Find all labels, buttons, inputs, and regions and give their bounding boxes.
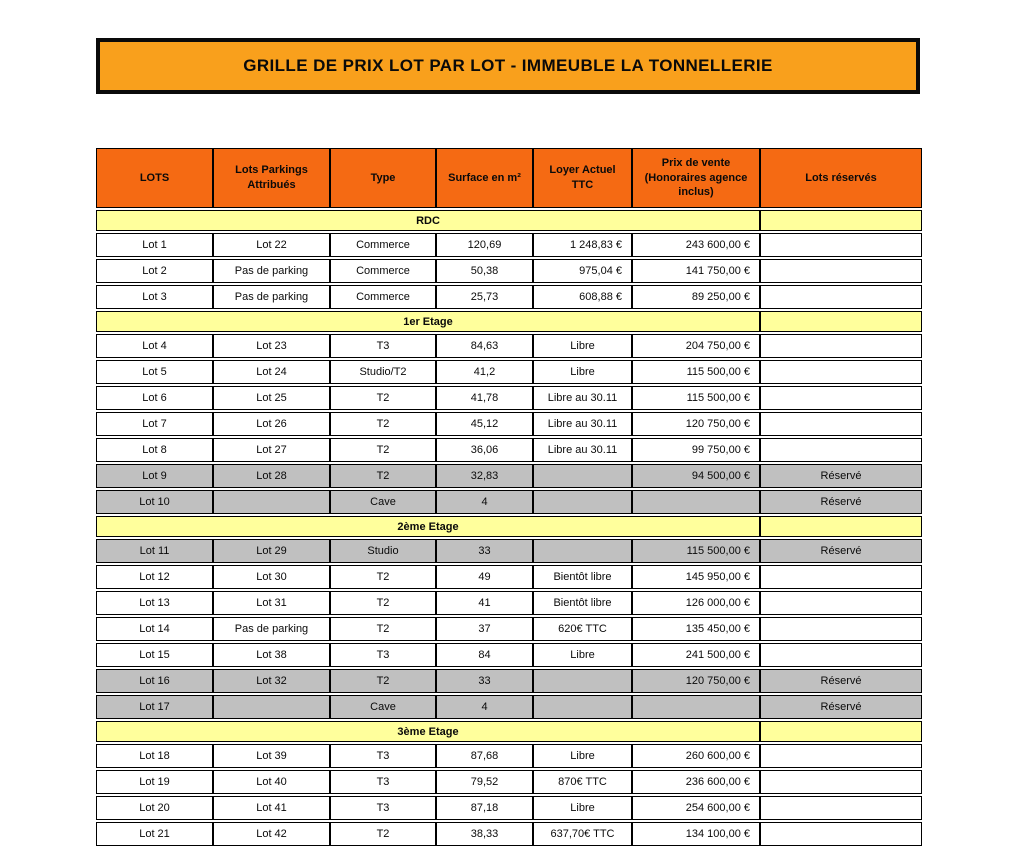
prix-cell: 134 100,00 € xyxy=(632,822,760,846)
page-title: GRILLE DE PRIX LOT PAR LOT - IMMEUBLE LA TONNELLERIE xyxy=(243,56,773,75)
type-cell: T2 xyxy=(330,438,436,462)
table-header-row xyxy=(96,148,922,208)
prix-cell: 243 600,00 € xyxy=(632,233,760,257)
floor-section-row xyxy=(96,210,922,231)
lot-row xyxy=(96,669,922,693)
type-cell: Cave xyxy=(330,695,436,719)
loyer-cell: Libre au 30.11 xyxy=(533,412,632,436)
loyer-cell: Bientôt libre xyxy=(533,591,632,615)
surface-cell: 49 xyxy=(436,565,533,589)
prix-cell: 115 500,00 € xyxy=(632,539,760,563)
surface-cell: 38,33 xyxy=(436,822,533,846)
prix-cell: 145 950,00 € xyxy=(632,565,760,589)
lot-row xyxy=(96,412,922,436)
floor-section-label: 2ème Etage xyxy=(96,516,760,537)
parking-cell: Lot 29 xyxy=(213,539,330,563)
surface-cell: 79,52 xyxy=(436,770,533,794)
parking-cell: Lot 25 xyxy=(213,386,330,410)
surface-cell: 87,18 xyxy=(436,796,533,820)
type-cell: T3 xyxy=(330,770,436,794)
col-header-reserves: Lots réservés xyxy=(760,148,922,208)
reserved-cell xyxy=(760,744,922,768)
parking-cell: Lot 30 xyxy=(213,565,330,589)
type-cell: Commerce xyxy=(330,259,436,283)
lot-row xyxy=(96,233,922,257)
surface-cell: 41,78 xyxy=(436,386,533,410)
loyer-cell: 608,88 € xyxy=(533,285,632,309)
prix-cell: 89 250,00 € xyxy=(632,285,760,309)
surface-cell: 37 xyxy=(436,617,533,641)
lot-cell: Lot 21 xyxy=(96,822,213,846)
reserved-cell xyxy=(760,822,922,846)
type-cell: T2 xyxy=(330,386,436,410)
prix-cell: 115 500,00 € xyxy=(632,386,760,410)
type-cell: T2 xyxy=(330,822,436,846)
surface-cell: 4 xyxy=(436,695,533,719)
lot-cell: Lot 19 xyxy=(96,770,213,794)
lot-cell: Lot 20 xyxy=(96,796,213,820)
loyer-cell: Libre xyxy=(533,744,632,768)
parking-cell: Lot 38 xyxy=(213,643,330,667)
parking-cell: Lot 27 xyxy=(213,438,330,462)
parking-cell xyxy=(213,490,330,514)
prix-cell: 120 750,00 € xyxy=(632,669,760,693)
lot-cell: Lot 18 xyxy=(96,744,213,768)
reserved-cell xyxy=(760,438,922,462)
lot-row xyxy=(96,591,922,615)
parking-cell: Lot 42 xyxy=(213,822,330,846)
lot-row xyxy=(96,643,922,667)
type-cell: Cave xyxy=(330,490,436,514)
parking-cell: Lot 24 xyxy=(213,360,330,384)
prix-cell xyxy=(632,490,760,514)
floor-section-row xyxy=(96,311,922,332)
lot-row xyxy=(96,259,922,283)
type-cell: T2 xyxy=(330,617,436,641)
col-header-surface: Surface en m² xyxy=(436,148,533,208)
parking-cell: Lot 26 xyxy=(213,412,330,436)
surface-cell: 45,12 xyxy=(436,412,533,436)
reserved-cell xyxy=(760,334,922,358)
surface-cell: 84,63 xyxy=(436,334,533,358)
lot-row xyxy=(96,285,922,309)
type-cell: Commerce xyxy=(330,285,436,309)
loyer-cell: 870€ TTC xyxy=(533,770,632,794)
type-cell: T2 xyxy=(330,412,436,436)
lot-row xyxy=(96,386,922,410)
type-cell: T2 xyxy=(330,669,436,693)
lot-cell: Lot 3 xyxy=(96,285,213,309)
lot-row xyxy=(96,360,922,384)
parking-cell: Lot 32 xyxy=(213,669,330,693)
surface-cell: 33 xyxy=(436,539,533,563)
surface-cell: 87,68 xyxy=(436,744,533,768)
prix-cell: 115 500,00 € xyxy=(632,360,760,384)
prix-cell: 135 450,00 € xyxy=(632,617,760,641)
type-cell: T2 xyxy=(330,565,436,589)
prix-cell: 126 000,00 € xyxy=(632,591,760,615)
prix-cell: 241 500,00 € xyxy=(632,643,760,667)
surface-cell: 36,06 xyxy=(436,438,533,462)
lot-row xyxy=(96,438,922,462)
parking-cell xyxy=(213,695,330,719)
lot-cell: Lot 9 xyxy=(96,464,213,488)
loyer-cell: Bientôt libre xyxy=(533,565,632,589)
lot-cell: Lot 6 xyxy=(96,386,213,410)
parking-cell: Lot 39 xyxy=(213,744,330,768)
surface-cell: 120,69 xyxy=(436,233,533,257)
parking-cell: Lot 28 xyxy=(213,464,330,488)
floor-section-label: RDC xyxy=(96,210,760,231)
prix-cell: 236 600,00 € xyxy=(632,770,760,794)
lot-row xyxy=(96,490,922,514)
lot-row xyxy=(96,822,922,846)
reserved-cell xyxy=(760,285,922,309)
reserved-cell xyxy=(760,259,922,283)
lot-cell: Lot 12 xyxy=(96,565,213,589)
lot-row xyxy=(96,334,922,358)
type-cell: T3 xyxy=(330,744,436,768)
parking-cell: Lot 40 xyxy=(213,770,330,794)
loyer-cell xyxy=(533,490,632,514)
loyer-cell: Libre au 30.11 xyxy=(533,386,632,410)
lot-row xyxy=(96,464,922,488)
type-cell: T3 xyxy=(330,334,436,358)
reserved-cell xyxy=(760,796,922,820)
col-header-prix: Prix de vente (Honoraires agence inclus) xyxy=(632,148,760,208)
parking-cell: Pas de parking xyxy=(213,617,330,641)
reserved-cell xyxy=(760,386,922,410)
prix-cell: 204 750,00 € xyxy=(632,334,760,358)
parking-cell: Lot 41 xyxy=(213,796,330,820)
lot-row xyxy=(96,617,922,641)
type-cell: T2 xyxy=(330,591,436,615)
lot-row xyxy=(96,565,922,589)
price-table xyxy=(96,146,922,848)
prix-cell: 254 600,00 € xyxy=(632,796,760,820)
floor-section-reserved-cell xyxy=(760,721,922,742)
type-cell: T2 xyxy=(330,464,436,488)
parking-cell: Pas de parking xyxy=(213,259,330,283)
prix-cell: 120 750,00 € xyxy=(632,412,760,436)
prix-cell xyxy=(632,695,760,719)
reserved-cell: Réservé xyxy=(760,464,922,488)
parking-cell: Lot 23 xyxy=(213,334,330,358)
surface-cell: 84 xyxy=(436,643,533,667)
loyer-cell: 620€ TTC xyxy=(533,617,632,641)
reserved-cell: Réservé xyxy=(760,490,922,514)
lot-cell: Lot 4 xyxy=(96,334,213,358)
type-cell: T3 xyxy=(330,643,436,667)
type-cell: Commerce xyxy=(330,233,436,257)
floor-section-reserved-cell xyxy=(760,311,922,332)
floor-section-label: 1er Etage xyxy=(96,311,760,332)
lot-row xyxy=(96,744,922,768)
col-header-type: Type xyxy=(330,148,436,208)
surface-cell: 33 xyxy=(436,669,533,693)
loyer-cell: Libre xyxy=(533,643,632,667)
lot-cell: Lot 8 xyxy=(96,438,213,462)
prix-cell: 141 750,00 € xyxy=(632,259,760,283)
col-header-lots: LOTS xyxy=(96,148,213,208)
reserved-cell xyxy=(760,565,922,589)
reserved-cell xyxy=(760,233,922,257)
reserved-cell xyxy=(760,412,922,436)
reserved-cell: Réservé xyxy=(760,669,922,693)
prix-cell: 260 600,00 € xyxy=(632,744,760,768)
reserved-cell xyxy=(760,360,922,384)
parking-cell: Lot 31 xyxy=(213,591,330,615)
lot-cell: Lot 10 xyxy=(96,490,213,514)
reserved-cell xyxy=(760,591,922,615)
lot-cell: Lot 5 xyxy=(96,360,213,384)
table-header xyxy=(96,148,922,208)
surface-cell: 32,83 xyxy=(436,464,533,488)
prix-cell: 99 750,00 € xyxy=(632,438,760,462)
loyer-cell xyxy=(533,695,632,719)
lot-row xyxy=(96,539,922,563)
reserved-cell xyxy=(760,770,922,794)
lot-cell: Lot 15 xyxy=(96,643,213,667)
lot-cell: Lot 17 xyxy=(96,695,213,719)
loyer-cell xyxy=(533,464,632,488)
prix-cell: 94 500,00 € xyxy=(632,464,760,488)
type-cell: Studio/T2 xyxy=(330,360,436,384)
col-header-loyer: Loyer Actuel TTC xyxy=(533,148,632,208)
reserved-cell: Réservé xyxy=(760,539,922,563)
lot-cell: Lot 2 xyxy=(96,259,213,283)
floor-section-row xyxy=(96,721,922,742)
lot-cell: Lot 7 xyxy=(96,412,213,436)
lot-row xyxy=(96,695,922,719)
title-banner xyxy=(96,38,920,94)
loyer-cell: Libre xyxy=(533,360,632,384)
reserved-cell xyxy=(760,643,922,667)
lot-row xyxy=(96,770,922,794)
surface-cell: 41,2 xyxy=(436,360,533,384)
loyer-cell: 637,70€ TTC xyxy=(533,822,632,846)
surface-cell: 50,38 xyxy=(436,259,533,283)
price-table-body xyxy=(96,210,922,846)
loyer-cell: 1 248,83 € xyxy=(533,233,632,257)
floor-section-reserved-cell xyxy=(760,210,922,231)
loyer-cell: Libre au 30.11 xyxy=(533,438,632,462)
lot-cell: Lot 14 xyxy=(96,617,213,641)
loyer-cell: 975,04 € xyxy=(533,259,632,283)
lot-cell: Lot 16 xyxy=(96,669,213,693)
parking-cell: Lot 22 xyxy=(213,233,330,257)
type-cell: T3 xyxy=(330,796,436,820)
loyer-cell xyxy=(533,539,632,563)
loyer-cell xyxy=(533,669,632,693)
col-header-parkings: Lots Parkings Attribués xyxy=(213,148,330,208)
parking-cell: Pas de parking xyxy=(213,285,330,309)
type-cell: Studio xyxy=(330,539,436,563)
loyer-cell: Libre xyxy=(533,796,632,820)
surface-cell: 4 xyxy=(436,490,533,514)
floor-section-label: 3ème Etage xyxy=(96,721,760,742)
lot-row xyxy=(96,796,922,820)
reserved-cell: Réservé xyxy=(760,695,922,719)
lot-cell: Lot 13 xyxy=(96,591,213,615)
floor-section-row xyxy=(96,516,922,537)
surface-cell: 25,73 xyxy=(436,285,533,309)
surface-cell: 41 xyxy=(436,591,533,615)
reserved-cell xyxy=(760,617,922,641)
loyer-cell: Libre xyxy=(533,334,632,358)
lot-cell: Lot 1 xyxy=(96,233,213,257)
lot-cell: Lot 11 xyxy=(96,539,213,563)
floor-section-reserved-cell xyxy=(760,516,922,537)
